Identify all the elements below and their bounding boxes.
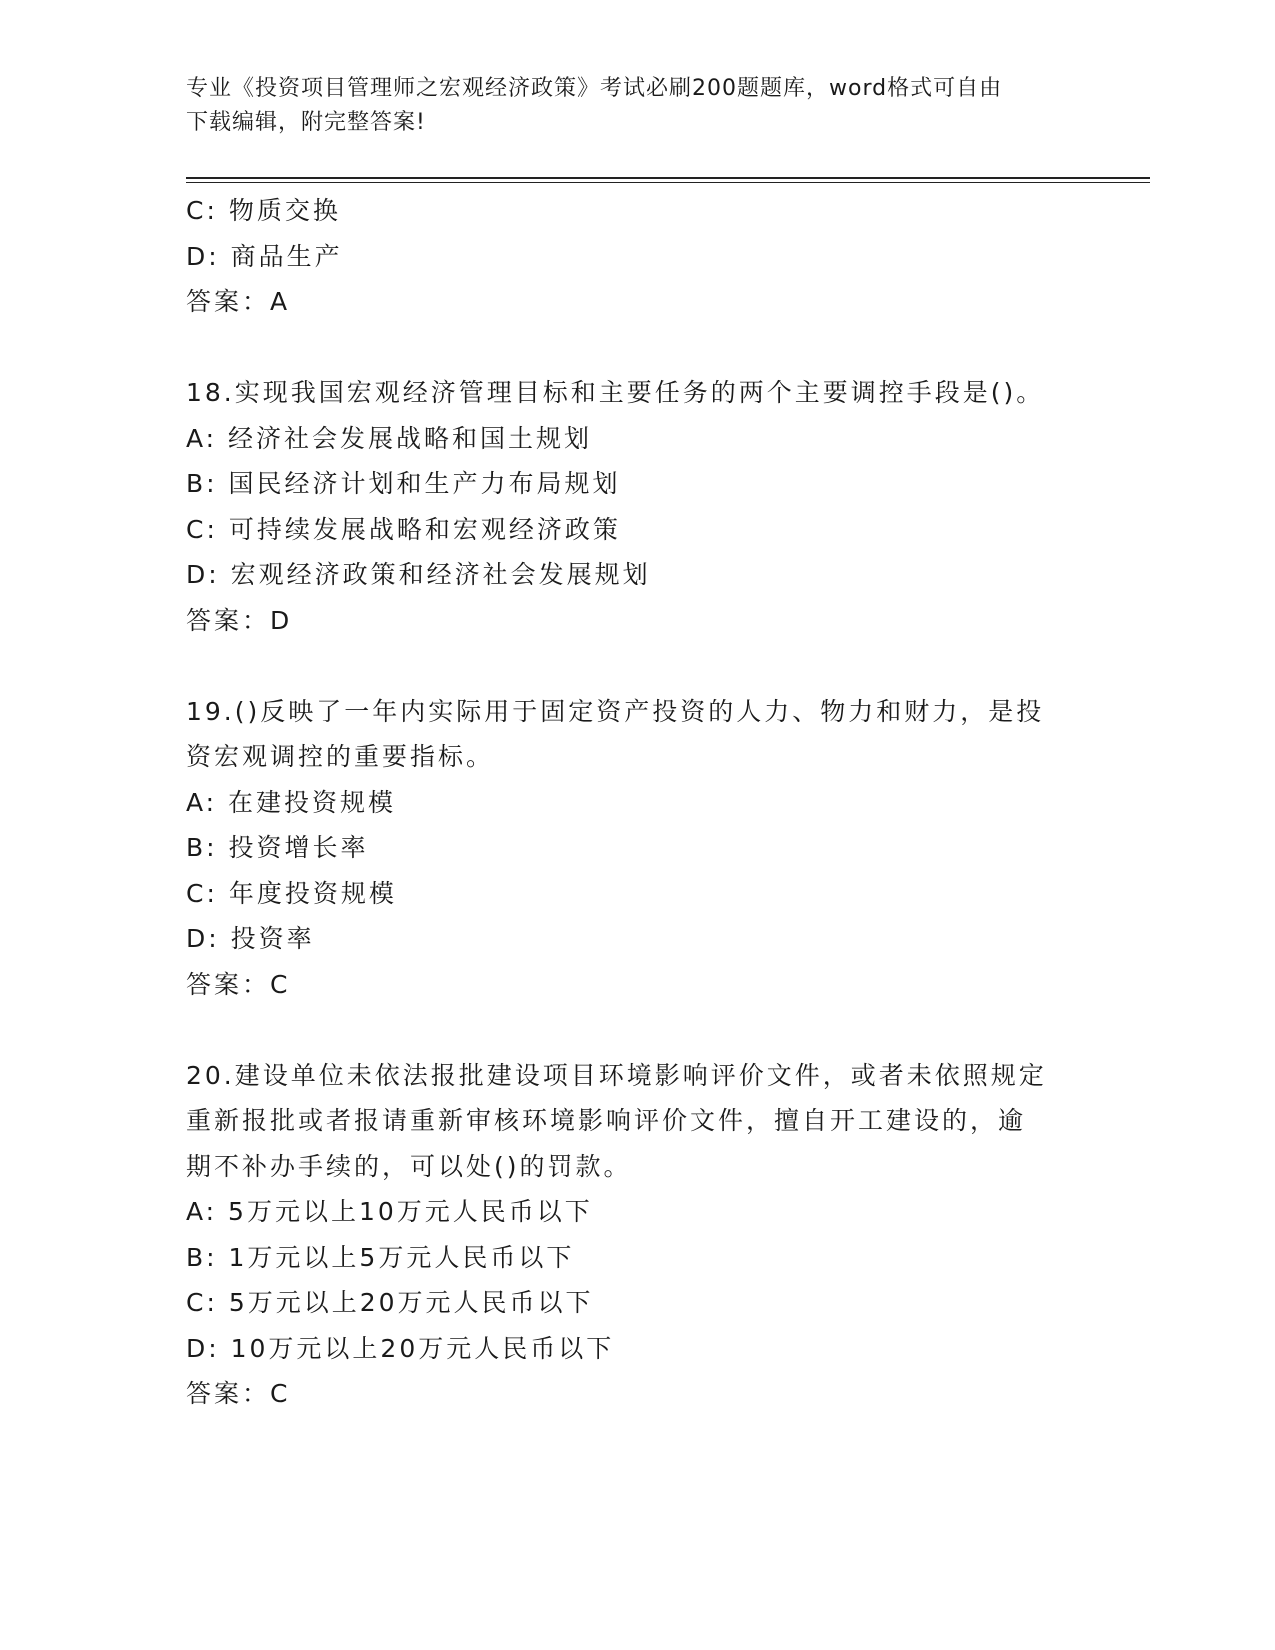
question-stem-line-2: 重新报批或者报请重新审核环境影响评价文件，擅自开工建设的，逾 xyxy=(186,1106,1027,1135)
option-a: A: 5万元以上10万元人民币以下 xyxy=(186,1197,593,1226)
option-d: D: 宏观经济政策和经济社会发展规划 xyxy=(186,560,651,589)
option-b: B: 1万元以上5万元人民币以下 xyxy=(186,1242,575,1272)
option-a: A: 经济社会发展战略和国土规划 xyxy=(186,423,593,453)
option-c: C: 年度投资规模 xyxy=(186,878,397,908)
question-19 xyxy=(186,689,1106,1008)
answer-line: 答案：D xyxy=(186,605,293,635)
question-stem-line-2: 资宏观调控的重要指标。 xyxy=(186,742,495,771)
option-c: C: 可持续发展战略和宏观经济政策 xyxy=(186,514,621,544)
answer-line: 答案：A xyxy=(186,287,291,316)
question-20 xyxy=(186,1053,1106,1417)
question-stem-line-3: 期不补办手续的，可以处()的罚款。 xyxy=(186,1151,632,1181)
question-stem-line-1: 20.建设单位未依法报批建设项目环境影响评价文件，或者未依照规定 xyxy=(186,1060,1047,1090)
header-line-1: 专业《投资项目管理师之宏观经济政策》考试必刷200题题库，word格式可自由 xyxy=(186,76,1003,101)
spacer xyxy=(186,1007,1106,1053)
header-rule-thin xyxy=(186,182,1150,183)
answer-line: 答案：C xyxy=(186,969,291,999)
header-rule-thick xyxy=(186,177,1150,179)
option-b: B: 投资增长率 xyxy=(186,833,369,862)
question-17-tail xyxy=(186,188,1106,325)
option-d: D: 商品生产 xyxy=(186,241,343,271)
option-c: C: 5万元以上20万元人民币以下 xyxy=(186,1288,594,1317)
option-d: D: 投资率 xyxy=(186,924,315,953)
question-content xyxy=(186,188,1106,1417)
option-c: C: 物质交换 xyxy=(186,196,341,225)
spacer xyxy=(186,325,1106,371)
question-stem: 18.实现我国宏观经济管理目标和主要任务的两个主要调控手段是()。 xyxy=(186,378,1045,407)
option-d: D: 10万元以上20万元人民币以下 xyxy=(186,1333,615,1363)
answer-line: 答案：C xyxy=(186,1379,291,1408)
question-18 xyxy=(186,370,1106,643)
document-header xyxy=(186,72,1066,140)
option-a: A: 在建投资规模 xyxy=(186,787,397,817)
option-b: B: 国民经济计划和生产力布局规划 xyxy=(186,469,621,498)
question-stem-line-1: 19.()反映了一年内实际用于固定资产投资的人力、物力和财力，是投 xyxy=(186,696,1045,726)
header-line-2: 下载编辑，附完整答案! xyxy=(186,110,426,135)
spacer xyxy=(186,643,1106,689)
